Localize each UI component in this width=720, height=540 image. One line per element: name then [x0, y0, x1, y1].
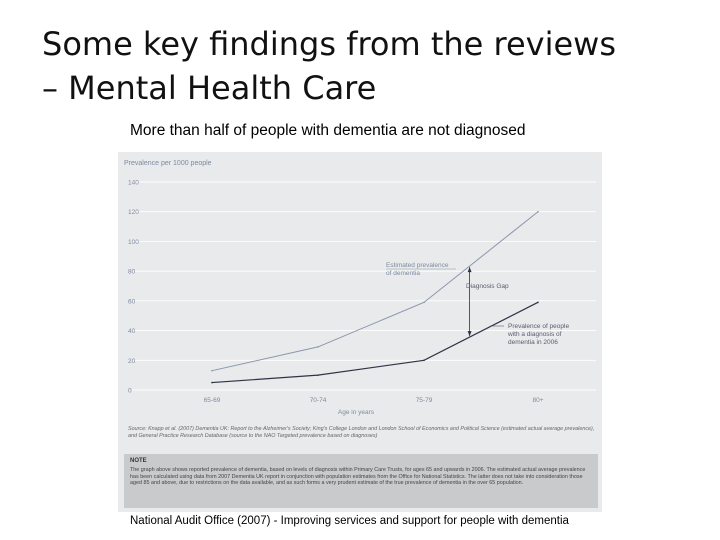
diagnosis-gap-arrow [468, 267, 472, 336]
data-point [317, 374, 319, 376]
note-title: NOTE [130, 458, 147, 464]
y-tick-label: 140 [128, 179, 139, 187]
annotation-diagnosed-prevalence [507, 323, 569, 346]
source-caption: National Audit Office (2007) - Improving services and support for people with dementia [130, 515, 569, 527]
annotation-estimated-prevalence-line: of dementia [386, 270, 420, 277]
series-line-1 [212, 212, 538, 371]
note-text: The graph above shows reported prevalence of dementia, based on levels of diagnosis within Primary Care Trusts, for ages 65 and upwards in 2006. The estimated actual average prevalence has been calculated using data from 2007 Dementia UK report in conjunction with population estimates from the Office for National Statistics. The latter does not take into consideration those aged 85 and above, due to restrictions on the data available, and as such forms a very prudent estimate of the true prevalence of dementia in the over 65 population. [130, 467, 586, 487]
x-tick-label: 70-74 [309, 397, 327, 404]
figure-panel [118, 152, 602, 512]
gap-arrow-head-down [468, 331, 472, 336]
y-tick-labels [128, 180, 139, 395]
note-box [124, 454, 598, 508]
annotation-diagnosed-prevalence-line: with a diagnosis of [508, 331, 562, 338]
annotation-estimated-prevalence-line: Estimated prevalence [386, 262, 449, 269]
annotation-estimated-prevalence [386, 262, 449, 277]
data-point [423, 302, 425, 304]
y-tick-label: 40 [128, 328, 136, 336]
chart-subtitle: More than half of people with dementia are not diagnosed [130, 122, 526, 139]
gridlines [132, 182, 596, 390]
data-point [423, 359, 425, 361]
data-point [211, 382, 213, 384]
slide-title-line-2: – Mental Health Care [42, 69, 377, 107]
y-axis-label: Prevalence per 1000 people [124, 160, 212, 167]
annotation-diagnosed-prevalence-line: Prevalence of people [508, 323, 570, 330]
y-tick-label: 80 [128, 268, 136, 276]
x-tick-label: 80+ [532, 397, 544, 404]
x-tick-label: 75-79 [415, 397, 433, 404]
y-tick-label: 20 [128, 357, 136, 365]
data-point [211, 370, 213, 372]
y-tick-label: 0 [128, 387, 132, 395]
y-tick-label: 120 [128, 209, 139, 217]
series-lines [211, 211, 539, 383]
x-tick-label: 65-69 [203, 397, 221, 404]
annotation-diagnosis-gap [466, 283, 509, 290]
annotation-diagnosed-prevalence-line: dementia in 2006 [508, 339, 558, 346]
x-axis-label: Age in years [337, 409, 375, 416]
source-text: Source: Knapp et al. (2007) Dementia UK: Report to the Alzheimer's Society; King's College London and London School of Economics and Political Science (estimated actual average prevalence), and General Practice Research Database (source to the NAO Targeted prevalence based on diagnoses) [128, 426, 595, 439]
annotation-diagnosis-gap-line: Diagnosis Gap [466, 283, 509, 290]
data-point [317, 346, 319, 348]
y-tick-label: 60 [128, 298, 136, 306]
x-tick-labels [204, 397, 544, 404]
y-tick-label: 100 [128, 238, 139, 246]
slide-title-line-1: Some key findings from the reviews [42, 25, 617, 63]
data-point [537, 211, 539, 213]
slide-title [42, 22, 682, 110]
line-chart [118, 152, 602, 452]
series-line-2 [212, 302, 538, 382]
data-point [537, 302, 539, 304]
